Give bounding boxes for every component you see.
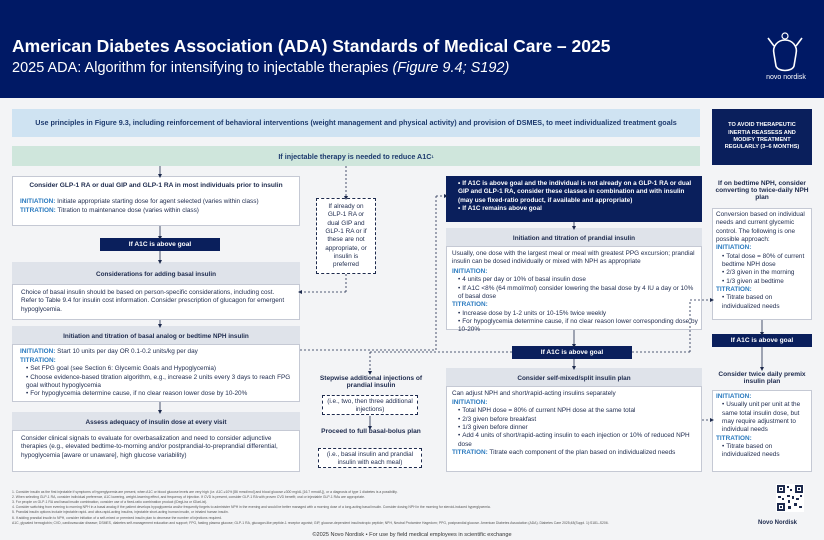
right-a1c-above-goal: If A1C is above goal xyxy=(712,334,812,347)
full-basal-bolus-sub: (i.e., basal insulin and prandial insulin with each meal) xyxy=(318,448,422,468)
basal-titration-item: • Choose evidence-based titration algorithm, e.g., increase 2 units every 3 days to reach FPG goal without hypoglycemia xyxy=(26,374,296,391)
nph-item: • 1/3 given at bedtime xyxy=(722,278,808,286)
prandial-init-item: • 4 units per day or 10% of basal insulin dose xyxy=(458,276,698,284)
center-a1c-above-goal: If A1C is above goal xyxy=(512,346,632,359)
center-bullet: • If A1C remains above goal xyxy=(458,205,698,213)
self-mixed-item: • 2/3 given before breakfast xyxy=(458,416,698,424)
footnote: 3. For people on GLP-1 RA and basal insulin combination, consider use of a fixed-ratio combination product (iDegLira or iGlarLixi). xyxy=(12,500,208,505)
center-bullet: • If A1C is above goal and the individual is not already on a GLP-1 RA or dual GIP and GLP-1 RA, consider these classes in combination and with insulin (may use fixed-ratio product, if available and appropriate) xyxy=(458,180,698,205)
nph-heading: If on bedtime NPH, consider converting to twice-daily NPH plan xyxy=(715,180,809,201)
premix-tit-item: • Titrate based on individualized needs xyxy=(722,443,808,460)
figure-reference: (Figure 9.4; S192) xyxy=(392,60,510,76)
prandial-heading: Initiation and titration of prandial insulin xyxy=(446,228,702,246)
assess-adequacy-heading: Assess adequacy of insulin dose at every visit xyxy=(12,412,300,430)
brand-small: Novo Nordisk xyxy=(758,520,798,526)
page-subtitle: 2025 ADA: Algorithm for intensifying to injectable therapies (Figure 9.4; S192) xyxy=(12,60,510,76)
stepwise-sub: (i.e., two, then three additional injections) xyxy=(322,395,418,415)
basal-considerations-text: Choice of basal insulin should be based on person-specific considerations, including cost. Refer to Table 9.4 for insulin cost information. Consider prescription of glucagon for emergent hypoglycemia. xyxy=(12,284,300,320)
nph-item: • Total dose = 80% of current bedtime NPH dose xyxy=(722,253,808,270)
basal-titration-item: • For hypoglycemia determine cause, if no clear reason lower dose by 10-20% xyxy=(26,390,296,398)
self-mixed-heading: Consider self-mixed/split insulin plan xyxy=(446,368,702,386)
self-mixed-item: • 1/3 given before dinner xyxy=(458,424,698,432)
stepwise-heading: Stepwise additional injections of prandial insulin xyxy=(319,375,423,389)
footnote: A1C, glycated hemoglobin; CVD, cardiovascular disease; DSMES, diabetes self-management education and support; FPG, fasting plasma glucose; GLP-1 RA, glucagon-like peptide-1 receptor agonist; GIP, glucose-dependent insulinotropic peptide; NPH, Neutral Protamine Hagedorn; PPG, postprandial glucose. American Diabetes Association (ADA). Diabetes Care 2025;48(Suppl. 1):S181–S206. xyxy=(12,520,609,525)
premix-init-item: • Usually unit per unit at the same total insulin dose, but may require adjustment to individual needs xyxy=(722,401,808,434)
copyright: ©2025 Novo Nordisk • For use by field medical employees in scientific exchange xyxy=(312,532,512,538)
footnote: 2. When selecting GLP-1 RA, consider individual preference, A1C lowering, weight-lowering effect, and frequency of injection. If CVD is present, consider GLP-1 RA with proven CVD benefit; oral or injectable GLP-1 RAs are appropriate. xyxy=(12,495,365,500)
prandial-initiation: INITIATION: • 4 units per day or 10% of basal insulin dose • If A1C <8% (64 mmol/mol) consider lowering the basal dose by 4 IU a day or 10% of basal dose TITRATION: • Increase dose by 1-2 units or 10-15% twice weekly • For hypoglycemia determine cause, if no clear reason lower corresponding dose by 10-20% xyxy=(452,268,698,335)
basal-considerations-heading: Considerations for adding basal insulin xyxy=(12,262,300,284)
premix-heading: Consider twice daily premix insulin plan xyxy=(718,371,806,385)
premix-details: INITIATION: • Usually unit per unit at the same total insulin dose, but may require adjustment to individual needs TITRATION: • Titrate based on individualized needs xyxy=(716,393,808,460)
nph-item: • 2/3 given in the morning xyxy=(722,269,808,277)
qr-code-icon[interactable] xyxy=(776,484,804,512)
self-mixed-details: INITIATION: • Total NPH dose = 80% of current NPH dose at the same total • 2/3 given before breakfast • 1/3 given before dinner • Add 4 units of short/rapid-acting insulin to each injection or 10% of reduced NPH dose TITRATION: Titrate each component of the plan based on individualized needs xyxy=(452,399,698,457)
prandial-tit-item: • For hypoglycemia determine cause, if no clear reason lower corresponding dose by 10-20% xyxy=(458,318,698,335)
nph-details: Conversion based on individual needs and current glycemic control. The following is one possible approach: INITIATION: • Total dose = 80% of current bedtime NPH dose • 2/3 given in the morning • 1/3 given at bedtime TITRATION: • Titrate based on individualized needs xyxy=(716,211,808,311)
therapeutic-inertia-note: TO AVOID THERAPEUTIC INERTIA REASSESS AND MODIFY TREATMENT REGULARLY (3–6 MONTHS) xyxy=(712,109,812,165)
prandial-intro: Usually, one dose with the largest meal or meal with greatest PPG excursion; prandial insulin can be dosed individually or mixed with NPH as appropriate xyxy=(452,250,695,266)
already-on-glp1-note: If already on GLP-1 RA or dual GIP and GLP-1 RA or if these are not appropriate, or insulin is preferred xyxy=(316,198,376,274)
footnote: 6. If adding prandial insulin to NPH, consider initiation of a self-mixed or premixed insulin plan to decrease the number of injections required. xyxy=(12,515,222,520)
assess-adequacy-text: Consider clinical signals to evaluate for overbasalization and need to consider adjunctive therapies (e.g., elevated bedtime-to-morning and/or postprandial-to-preprandial differential, hypoglycemia [aware or unaware], high glucose variability) xyxy=(12,430,300,472)
prandial-tit-item: • Increase dose by 1-2 units or 10-15% twice weekly xyxy=(458,310,698,318)
behavioral-principles-bar: Use principles in Figure 9.3, including reinforcement of behavioral interventions (weight management and physical activity) and provision of DSMES, to meet individualized treatment goals xyxy=(12,109,700,137)
injectable-therapy-bar: If injectable therapy is needed to reduce A1C 1 xyxy=(12,146,700,166)
glp1-heading: Consider GLP-1 RA or dual GIP and GLP-1 RA in most individuals prior to insulin xyxy=(29,182,283,189)
footnote: 1. Consider insulin as the first injectable if symptoms of hyperglycemia are present, when A1C or blood glucose levels are very high (i.e. A1C ≥10% [86 mmol/mol] and blood glucose ≥300 mg/dL [16.7 mmol/L]), or a diagnosis of type 1 diabetes is a possibility. xyxy=(12,490,398,494)
glp1-initiation: INITIATION: Initiate appropriate starting dose for agent selected (varies within class) xyxy=(20,198,259,205)
footnote: 4. Consider switching from evening to morning NPH in a basal analog if the patient develops hypoglycemia and/or frequently forgets to administer NPH in the evening and would be better managed with a morning dose of a long-acting basal insulin. Consider dosing NPH in the morning for steroid-induced hyperglycemia. xyxy=(12,505,491,510)
self-mixed-item: • Total NPH dose = 80% of current NPH dose at the same total xyxy=(458,407,698,415)
basal-titration-item: • Set FPG goal (see Section 6: Glycemic Goals and Hypoglycemia) xyxy=(26,365,296,373)
center-bullets xyxy=(452,180,698,213)
full-basal-bolus-heading: Proceed to full basal-bolus plan xyxy=(321,428,421,435)
nph-tit-item: • Titrate based on individualized needs xyxy=(722,294,808,311)
brand-wordmark: novo nordisk xyxy=(766,74,806,81)
basal-titration: TITRATION: • Set FPG goal (see Section 6: Glycemic Goals and Hypoglycemia) • Choose evidence-based titration algorithm, e.g., increase 2 units every 3 days to reach FPG goal without hypoglycemia • For hypoglycemia determine cause, if no clear reason lower dose by 10-20% xyxy=(20,357,296,399)
glp1-titration: TITRATION: Titration to maintenance dose (varies within class) xyxy=(20,207,199,214)
footnotes xyxy=(12,490,712,526)
footnote: 5. Prandial insulin options include injectable rapid- and ultra-rapid-acting insulins, injectable short-acting human insulin, or inhaled human insulin. xyxy=(12,510,229,515)
basal-initiation: INITIATION: Start 10 units per day OR 0.1-0.2 units/kg per day xyxy=(20,348,198,355)
page-title: American Diabetes Association (ADA) Standards of Medical Care – 2025 xyxy=(12,36,611,56)
left-a1c-above-goal-1: If A1C is above goal xyxy=(100,238,220,251)
self-mixed-intro: Can adjust NPH and short/rapid-acting insulins separately xyxy=(452,390,616,397)
prandial-init-item: • If A1C <8% (64 mmol/mol) consider lowering the basal dose by 4 IU a day or 10% of basal dose xyxy=(458,285,698,302)
self-mixed-item: • Add 4 units of short/rapid-acting insulin to each injection or 10% of reduced NPH dose xyxy=(458,432,698,449)
basal-titration-heading: Initiation and titration of basal analog or bedtime NPH insulin xyxy=(12,326,300,344)
